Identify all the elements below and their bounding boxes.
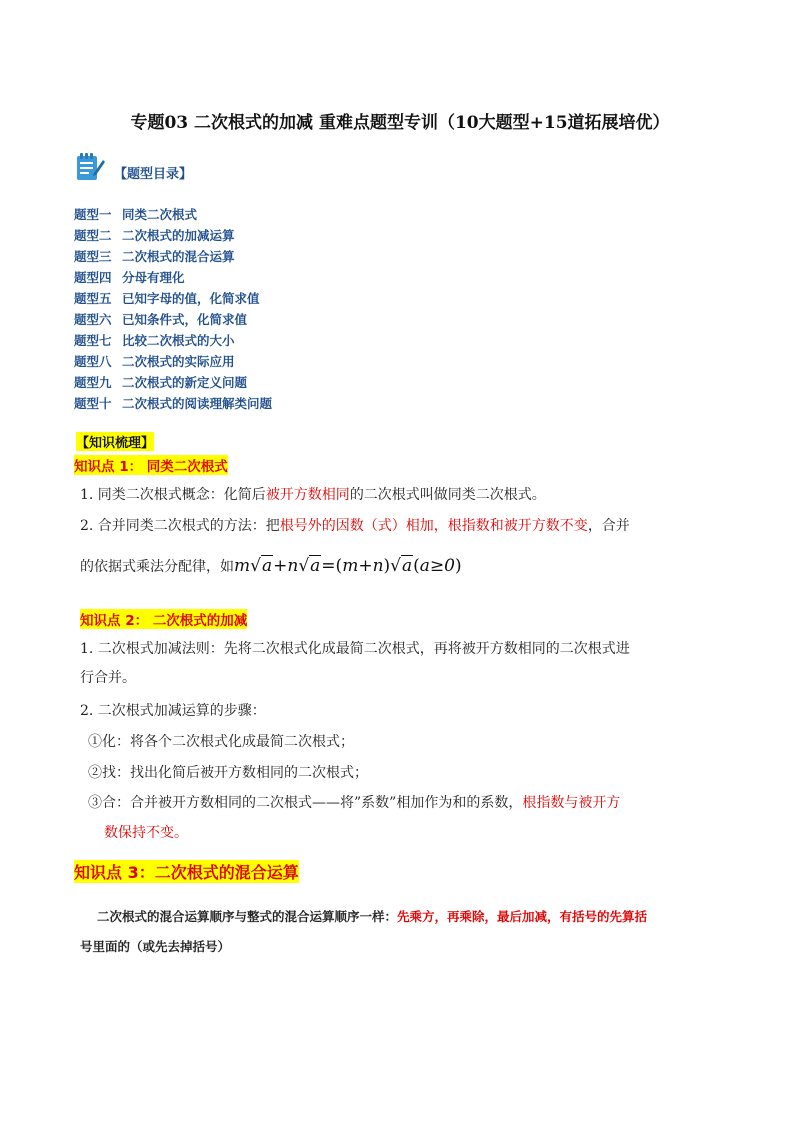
kp2-paragraph-2: 2. 二次根式加减运算的步骤： xyxy=(80,703,266,719)
kp2-step-3-cont: 数保持不变。 xyxy=(104,825,188,841)
toc-item[interactable]: 题型十 二次根式的阅读理解类问题 xyxy=(74,396,273,411)
toc-item[interactable]: 题型二 二次根式的加减运算 xyxy=(74,228,235,243)
toc-item[interactable]: 题型四 分母有理化 xyxy=(74,270,185,285)
toc-item[interactable]: 题型九 二次根式的新定义问题 xyxy=(74,375,248,390)
toc-header xyxy=(74,150,192,184)
knowledge-header: 【知识梳理】 xyxy=(76,432,154,451)
kp2-step-2: ②找：找出化简后被开方数相同的二次根式； xyxy=(88,765,368,781)
kp2-paragraph-1-cont: 行合并。 xyxy=(80,670,136,686)
kp2-step-1: ①化：将各个二次根式化成最简二次根式； xyxy=(88,734,354,750)
notepad-pencil-icon xyxy=(74,151,106,183)
kp3-paragraph-1: 二次根式的混合运算顺序与整式的混合运算顺序一样：先乘方，再乘除，最后加减，有括号的先算括 xyxy=(97,909,648,924)
kp2-title: 知识点 2： 二次根式的加减 xyxy=(80,609,247,629)
kp3-paragraph-1-cont: 号里面的（或先去掉括号） xyxy=(80,939,231,954)
toc-header-label: 【题型目录】 xyxy=(114,166,193,182)
page-title: 专题03 二次根式的加减 重难点题型专训（10大题型+15道拓展培优） xyxy=(130,113,670,133)
toc-item[interactable]: 题型五 已知字母的值，化简求值 xyxy=(74,291,260,306)
toc-item[interactable]: 题型七 比较二次根式的大小 xyxy=(74,333,235,348)
kp2-paragraph-1: 1. 二次根式加减法则：先将二次根式化成最简二次根式，再将被开方数相同的二次根式进 xyxy=(80,641,630,657)
toc-item[interactable]: 题型六 已知条件式，化简求值 xyxy=(74,312,248,327)
kp3-title: 知识点 3：二次根式的混合运算 xyxy=(74,860,299,883)
distributive-formula: m√a+n√a=(m+n)√a(a≥0) xyxy=(234,556,462,576)
toc-item[interactable]: 题型八 二次根式的实际应用 xyxy=(74,354,235,369)
kp1-paragraph-2: 2. 合并同类二次根式的方法：把根号外的因数（式）相加，根指数和被开方数不变，合并 xyxy=(80,518,630,534)
kp1-title: 知识点 1： 同类二次根式 xyxy=(74,455,228,475)
kp1-paragraph-3: 的依据式乘法分配律，如m√a+n√a=(m+n)√a(a≥0) xyxy=(80,556,462,576)
kp2-step-3: ③合：合并被开方数相同的二次根式——将”系数”相加作为和的系数，根指数与被开方 xyxy=(88,795,621,811)
toc-list xyxy=(74,204,272,414)
kp1-paragraph-1: 1. 同类二次根式概念：化简后被开方数相同的二次根式叫做同类二次根式。 xyxy=(80,487,546,503)
toc-item[interactable]: 题型三 二次根式的混合运算 xyxy=(74,249,235,264)
toc-item[interactable]: 题型一 同类二次根式 xyxy=(74,207,198,222)
